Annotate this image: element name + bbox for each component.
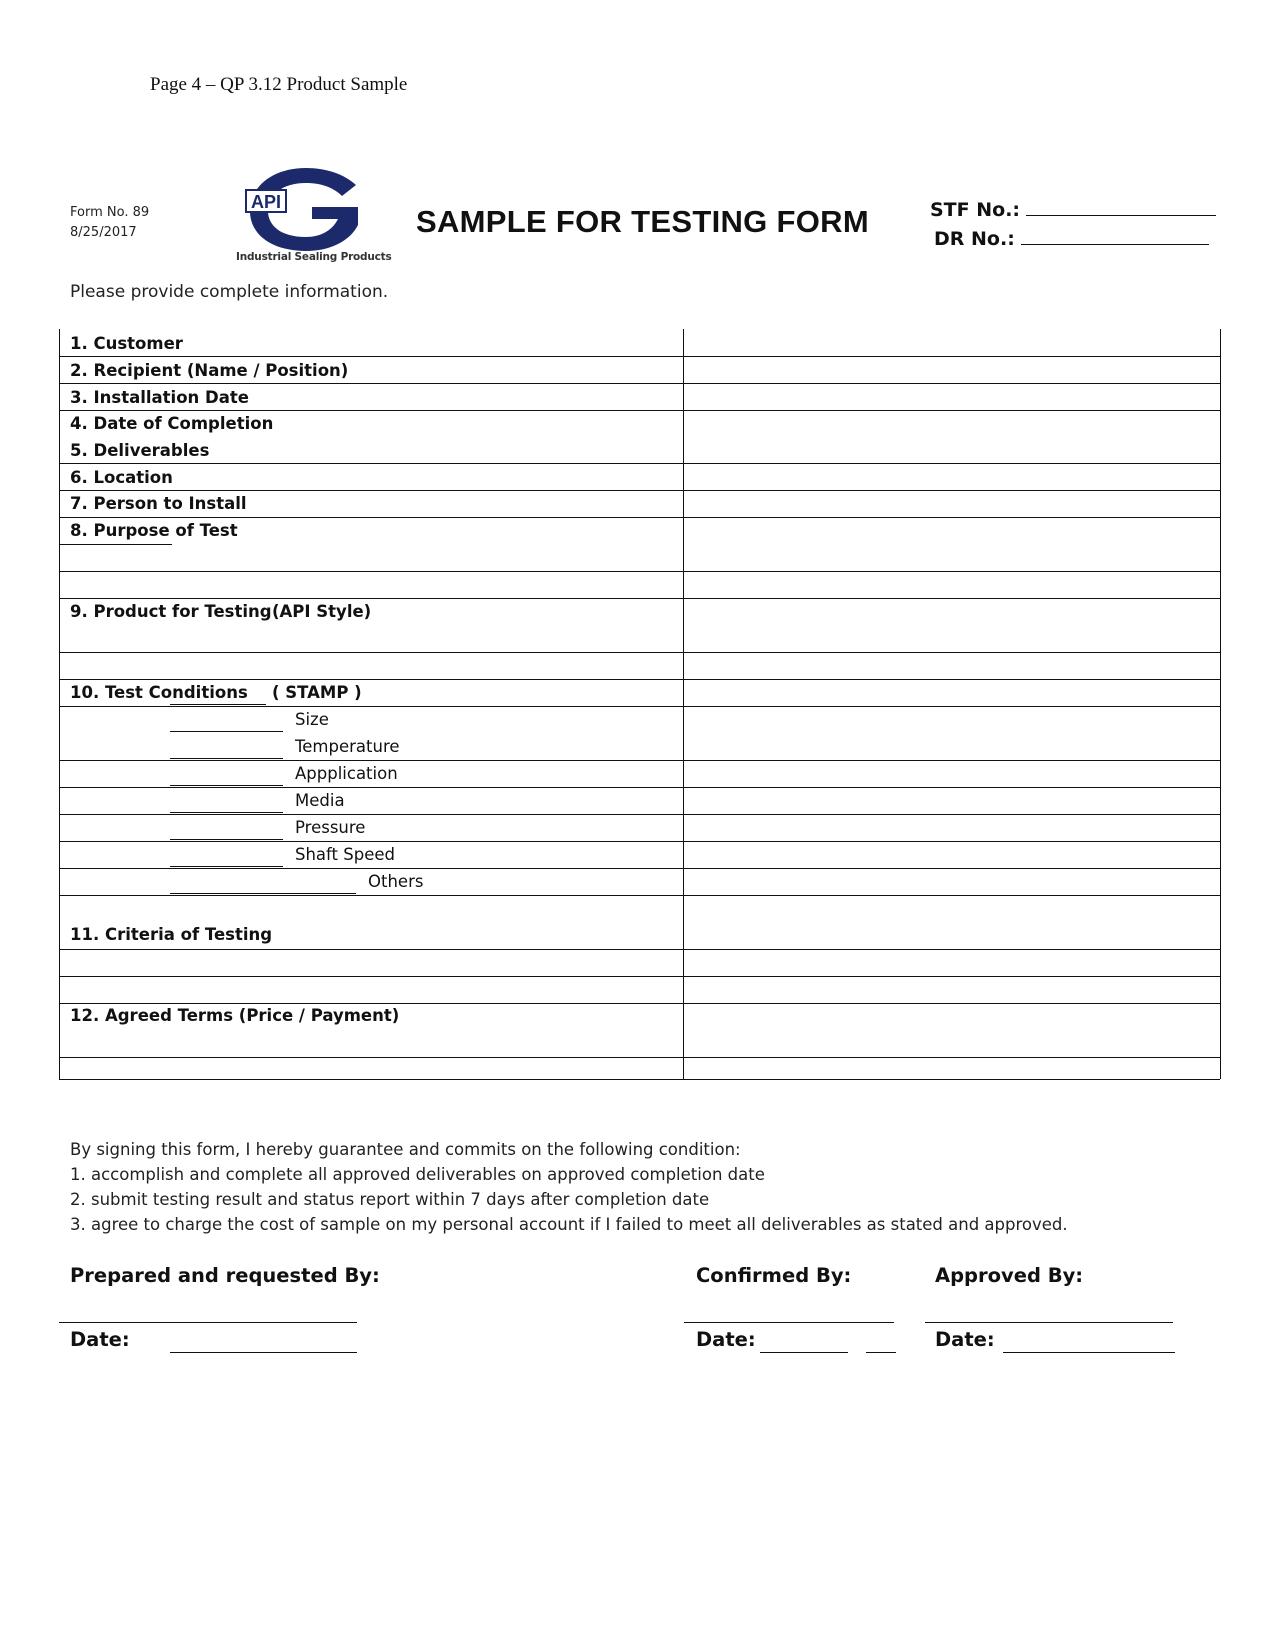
logo-caption: Industrial Sealing Products — [236, 251, 392, 263]
terms-intro: By signing this form, I hereby guarantee and commits on the following condition: — [70, 1140, 741, 1159]
prepared-by-heading: Prepared and requested By: — [70, 1264, 380, 1287]
prepared-signature-line[interactable] — [59, 1322, 357, 1323]
table-left-border — [59, 329, 60, 1079]
row-test-conditions-note: ( STAMP ) — [272, 683, 362, 702]
row-criteria-of-testing-label: 11. Criteria of Testing — [70, 925, 273, 944]
terms-item-1: 1. accomplish and complete all approved deliverables on approved completion date — [70, 1165, 765, 1184]
stamp-underline — [170, 704, 266, 705]
row-product-note: (API Style) — [272, 602, 372, 621]
approved-signature-line[interactable] — [925, 1322, 1173, 1323]
dr-label: DR No.: — [934, 228, 1015, 250]
stf-label: STF No.: — [930, 199, 1021, 221]
form-meta — [70, 203, 149, 243]
dr-number-field[interactable] — [934, 225, 1216, 254]
row-recipient-label: 2. Recipient (Name / Position) — [70, 361, 349, 380]
row-person-to-install-label: 7. Person to Install — [70, 494, 247, 513]
others-underline — [170, 893, 356, 894]
confirmed-date-line-end[interactable] — [866, 1352, 896, 1353]
row-divider — [59, 571, 1220, 572]
terms-item-3: 3. agree to charge the cost of sample on my personal account if I failed to meet all deliverables as stated and approved. — [70, 1215, 1068, 1234]
stf-number-field[interactable] — [930, 196, 1216, 225]
row-divider — [59, 652, 1220, 653]
form-title: SAMPLE FOR TESTING FORM — [416, 204, 869, 239]
pressure-underline — [170, 839, 283, 840]
condition-media-label: Media — [295, 791, 345, 810]
row-product-for-testing-label: 9. Product for Testing — [70, 602, 272, 621]
row-divider — [59, 356, 1220, 357]
shaft-speed-underline — [170, 866, 283, 867]
row-divider — [59, 383, 1220, 384]
condition-temperature-label: Temperature — [295, 737, 400, 756]
prepared-date-label: Date: — [70, 1328, 130, 1351]
row-customer-label: 1. Customer — [70, 334, 183, 353]
logo-text: API — [250, 192, 282, 212]
row-divider — [59, 787, 1220, 788]
condition-shaft-speed-label: Shaft Speed — [295, 845, 395, 864]
page-header: Page 4 – QP 3.12 Product Sample — [150, 74, 408, 95]
row-divider — [59, 841, 1220, 842]
row-installation-date-label: 3. Installation Date — [70, 388, 249, 407]
row-agreed-terms-label: 12. Agreed Terms (Price / Payment) — [70, 1006, 400, 1025]
row-divider — [59, 706, 1220, 707]
row-divider — [59, 868, 1220, 869]
condition-others-label: Others — [368, 872, 424, 891]
application-underline — [170, 785, 283, 786]
condition-application-label: Appplication — [295, 764, 398, 783]
confirmed-signature-line[interactable] — [684, 1322, 894, 1323]
row-divider — [59, 517, 1220, 518]
terms-section — [70, 1137, 1068, 1237]
row-divider — [59, 976, 1220, 977]
purpose-underline — [59, 544, 172, 545]
row-divider — [59, 490, 1220, 491]
row-divider — [59, 598, 1220, 599]
confirmed-by-heading: Confirmed By: — [696, 1264, 852, 1287]
row-divider — [59, 1057, 1220, 1058]
row-divider — [59, 895, 1220, 896]
form-number: Form No. 89 — [70, 205, 150, 220]
confirmed-date-line[interactable] — [760, 1352, 848, 1353]
table-bottom-border — [59, 1079, 1220, 1080]
row-divider — [59, 814, 1220, 815]
row-divider — [59, 679, 1220, 680]
row-test-conditions-label: 10. Test Conditions — [70, 683, 248, 702]
stf-blank-line[interactable] — [1026, 201, 1216, 216]
instruction-text: Please provide complete information. — [70, 282, 389, 302]
row-deliverables-label: 5. Deliverables — [70, 441, 210, 460]
row-divider — [59, 410, 1220, 411]
condition-pressure-label: Pressure — [295, 818, 366, 837]
size-underline — [170, 731, 283, 732]
table-right-border — [1220, 329, 1221, 1079]
media-underline — [170, 812, 283, 813]
terms-item-2: 2. submit testing result and status report within 7 days after completion date — [70, 1190, 710, 1209]
temperature-underline — [170, 758, 283, 759]
row-divider — [59, 949, 1220, 950]
row-date-of-completion-label: 4. Date of Completion — [70, 414, 274, 433]
row-location-label: 6. Location — [70, 468, 173, 487]
dr-blank-line[interactable] — [1021, 230, 1209, 245]
reference-numbers — [930, 196, 1216, 254]
approved-date-line[interactable] — [1003, 1352, 1175, 1353]
confirmed-date-label: Date: — [696, 1328, 756, 1351]
form-date: 8/25/2017 — [70, 225, 137, 240]
row-divider — [59, 760, 1220, 761]
prepared-date-line[interactable] — [170, 1352, 357, 1353]
approved-date-label: Date: — [935, 1328, 995, 1351]
row-divider — [59, 463, 1220, 464]
approved-by-heading: Approved By: — [935, 1264, 1084, 1287]
condition-size-label: Size — [295, 710, 329, 729]
table-column-divider — [683, 329, 684, 1079]
row-purpose-of-test-label: 8. Purpose of Test — [70, 521, 238, 540]
row-divider — [59, 1003, 1220, 1004]
